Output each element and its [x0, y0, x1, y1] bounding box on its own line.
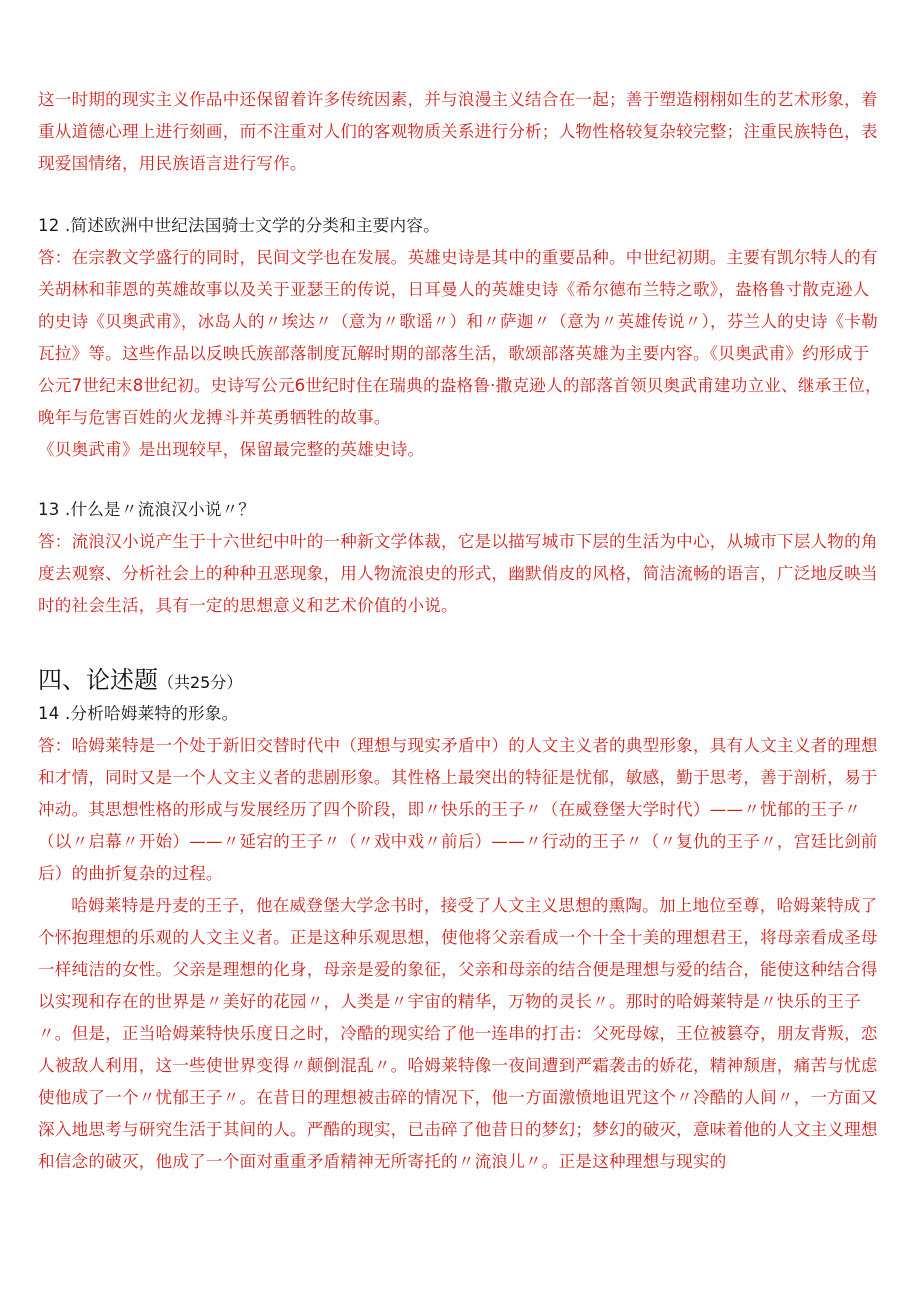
q12-answer-paragraph-2: 《贝奥武甫》是出现较早，保留最完整的英雄史诗。	[38, 440, 425, 459]
q12-question: 12 .简述欧洲中世纪法国骑士文学的分类和主要内容。	[38, 216, 440, 235]
intro-answer: 这一时期的现实主义作品中还保留着许多传统因素，并与浪漫主义结合在一起；善于塑造栩栩如生的艺术形象，着重从道德心理上进行刻画，而不注重对人们的客观物质关系进行分析；人物性格较复杂较完整；注重民族特色，表现爱国情绪，用民族语言进行写作。	[38, 90, 878, 173]
q13-answer: 答：流浪汉小说产生于十六世纪中叶的一种新文学体裁，它是以描写城市下层的生活为中心，从城市下层人物的角度去观察、分析社会上的种种丑恶现象，用人物流浪史的形式，幽默俏皮的风格，简洁流畅的语言，广泛地反映当时的社会生活，具有一定的思想意义和艺术价值的小说。	[38, 532, 878, 615]
section-4-title: 四、论述题	[38, 666, 158, 694]
q14-answer-paragraph-2: 哈姆莱特是丹麦的王子，他在威登堡大学念书时，接受了人文主义思想的熏陶。加上地位至尊，哈姆莱特成了个怀抱理想的乐观的人文主义者。正是这种乐观思想，使他将父亲看成一个十全十美的理想君王，将母亲看成圣母一样纯洁的女性。父亲是理想的化身，母亲是爱的象征，父亲和母亲的结合便是理想与爱的结合，能使这种结合得以实现和存在的世界是〃美好的花园〃，人类是〃宇宙的精华，万物的灵长〃。那时的哈姆莱特是〃快乐的王子〃。但是，正当哈姆莱特快乐度日之时，冷酷的现实给了他一连串的打击：父死母嫁，王位被篡夺，朋友背叛，恋人被敌人利用，这一些使世界变得〃颠倒混乱〃。哈姆莱特像一夜间遭到严霜袭击的娇花，精神颓唐，痛苦与忧虑使他成了一个〃忧郁王子〃。在昔日的理想被击碎的情况下，他一方面激愤地诅咒这个〃冷酷的人间〃，一方面又深入地思考与研究生活于其间的人。严酷的现实，已击碎了他昔日的梦幻；梦幻的破灭，意味着他的人文主义理想和信念的破灭，他成了一个面对重重矛盾精神无所寄托的〃流浪儿〃。正是这种理想与现实的	[38, 896, 878, 1171]
section-4-heading	[38, 662, 242, 701]
q13-question: 13 .什么是〃流浪汉小说〃？	[38, 500, 256, 519]
q14-question: 14 .分析哈姆莱特的形象。	[38, 704, 239, 723]
section-4-subtitle: （共25分）	[158, 673, 243, 692]
q12-answer-paragraph-1: 答：在宗教文学盛行的同时，民间文学也在发展。英雄史诗是其中的重要品种。中世纪初期。主要有凯尔特人的有关胡林和菲恩的英雄故事以及关于亚瑟王的传说，日耳曼人的英雄史诗《希尔德布兰特之歌》，盎格鲁寸散克逊人的史诗《贝奥武甫》，冰岛人的〃埃达〃（意为〃歌谣〃）和〃萨迦〃（意为〃英雄传说〃），芬兰人的史诗《卡勒瓦拉》等。这些作品以反映氏族部落制度瓦解时期的部落生活，歌颂部落英雄为主要内容。《贝奥武甫》约形成于公元7世纪末8世纪初。史诗写公元6世纪时住在瑞典的盎格鲁·撒克逊人的部落首领贝奥武甫建功立业、继承王位，晚年与危害百姓的火龙搏斗并英勇牺牲的故事。	[38, 248, 882, 427]
q14-answer-paragraph-1: 答：哈姆莱特是一个处于新旧交替时代中（理想与现实矛盾中）的人文主义者的典型形象，具有人文主义者的理想和才情，同时又是一个人文主义者的悲剧形象。其性格上最突出的特征是忧郁，敏感，勤于思考，善于剖析，易于冲动。其思想性格的形成与发展经历了四个阶段，即〃快乐的王子〃（在威登堡大学时代）——〃忧郁的王子〃（以〃启幕〃开始）——〃延宕的王子〃（〃戏中戏〃前后）——〃行动的王子〃（〃复仇的王子〃，宫廷比剑前后）的曲折复杂的过程。	[38, 736, 878, 883]
